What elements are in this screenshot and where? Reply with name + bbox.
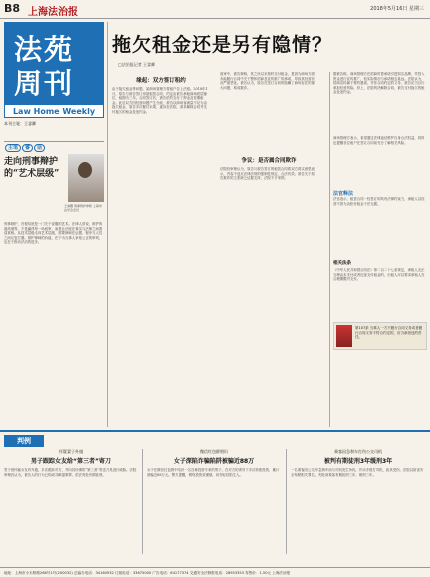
story-headline: 男子跟踪女友给“第三者”寄刀	[31, 458, 111, 465]
case-story-3	[291, 449, 425, 558]
story-body: 女子在微信红包群中结识一名自称投资专家的男子，在对方的诱导下多次转账投资，累计被骗近88万元。警方提醒，网络投资须谨慎，切勿轻信陌生人。	[147, 468, 280, 477]
column-divider	[107, 22, 108, 427]
page-header	[0, 0, 430, 19]
article-subhead-1: 缘起：双方签订租约	[136, 78, 186, 84]
right-column	[333, 72, 427, 350]
left-column	[4, 22, 104, 430]
book-cover-icon	[336, 325, 352, 347]
newspaper-logo: 上海法治报	[28, 7, 78, 18]
article-subhead-2: 争议：是否属合同欺诈	[241, 158, 297, 164]
weekly-brand-block	[4, 22, 104, 118]
column-tag-badge: 睿	[22, 144, 33, 152]
editor-column	[4, 141, 104, 444]
column-body: 刑事辩护，归根结底是一门关于说服的艺术。法律人常说，辩护的最高境界，不是赢得每一场庭审，而是让法庭在事实与法律之间看清真相。从技术层级走向艺术层级，需要律师在证据、程序与人性之间反复打磨。辩护律师的价值，在于为当事人争取公正的审判，也在于推动法治的进步。	[4, 222, 103, 245]
editor-credit: 本刊主笔：王睿卿	[4, 121, 36, 126]
article-text-1: 由于拖欠租金等问题，某商场管理方将租户告上法庭。2018年1月，原告与被告签订房屋租赁合同，约定由被告承租商场底层铺位，租期为三年。合同签订后，被告依约支付了押金及首期租金。此后双方因经营问题产生分歧，被告以商场客流量不足为由拖欠租金，原告多次催讨未果，遂诉至法院，请求解除合同并支付拖欠的租金及违约金。	[112, 87, 208, 114]
issue-date: 2018年5月16日 星期三	[370, 6, 424, 12]
law-book-text: 第107条 当事人一方不履行合同义务或者履行合同义务不符合约定的，应当承担违约责任。	[355, 326, 423, 340]
brand-line-1: 法苑	[14, 33, 75, 66]
law-box-title: 相关法条	[333, 261, 351, 266]
story-headline: 女子深陷诈骗陷阱被骗近88万	[173, 458, 255, 465]
story-body: 男子因怀疑女友有外遇，多次跟踪对方，并向其所谓的“第三者”寄送刀具进行威胁。法院审理后认为，被告人的行为已构成寻衅滋事罪，依法判处有期徒刑。	[4, 468, 137, 477]
article-col-1	[112, 72, 210, 427]
column-divider	[329, 72, 330, 427]
column-divider	[286, 449, 287, 554]
column-title: 走向刑事辩护的“艺术层级”	[4, 157, 60, 179]
story-body: 一名乘客因公交车急刹车而与司机发生争执，并动手殴打司机，致其受伤。法院以妨害安全驾驶相关罪名，判处该乘客有期徒刑三年，缓刑三年。	[291, 468, 424, 477]
story-pretitle: 怀疑妻子外遇	[59, 449, 83, 454]
article-text-2b: 法院经审理认为，原告与被告签订的租赁合同系双方真实意思表示，内容不违反法律法规的强制性规定，合法有效。被告关于原告欺诈的主张缺乏证据支持，法院不予采纳。	[220, 167, 315, 181]
story-headline: 被判有期徒刑3年缓刑3年	[323, 458, 393, 465]
law-box-text: 《中华人民共和国合同法》第二百二十七条规定，承租人无正当理由未支付或者迟延支付租金的，出租人可以要求承租人在合理期限内支付。	[333, 268, 425, 282]
brand-english: Law Home Weekly	[4, 104, 104, 118]
article-text-2: 庭审中，被告辩称，其之所以未按时支付租金，是因为商场方面未能履行合同中关于整体招商及宣传推广的承诺，导致其经营状况严重恶化。被告认为，原告在签订合同时隐瞒了商场存在的重大问题，构成欺诈。	[220, 72, 315, 90]
article-col-2	[220, 72, 318, 417]
case-story-1	[4, 449, 138, 558]
column-tag: 主笔 睿 话	[4, 144, 104, 151]
page-footer: 地址：上海市小木桥路268号1号(200032) 总编办电话：34160932 订阅电话：33675000 广告电话：64177374 交通安全法制报电话：28953353 零售价：1.50元 上海法治报	[0, 567, 430, 577]
page-number: B8	[4, 2, 21, 15]
right-intro-text: 商场管理方表示，希望通过法律途径维护自身合法权益，同时也提醒各位租户在签订合同前充分了解相关风险。	[333, 136, 425, 145]
story-pretitle: 微信红包群相识	[200, 449, 228, 454]
article-title: 拖欠租金还是另有隐情？	[112, 34, 333, 56]
law-book-box	[333, 322, 427, 350]
author-photo	[68, 154, 104, 202]
case-story-2	[147, 449, 281, 558]
judge-section-label: 法官释法	[333, 191, 354, 197]
case-section	[0, 430, 430, 568]
case-section-band: 判例	[4, 435, 44, 447]
story-pretitle: 乘客因急刹车打伤公交司机	[334, 449, 382, 454]
column-divider	[142, 449, 143, 554]
article-byline: □法治报记者 王睿卿	[118, 62, 156, 67]
photo-caption: 王睿卿 刑事辩护律师 上海市法学会会员	[64, 204, 102, 212]
judge-text: 法官表示，租赁合同一经签订即具有法律约束力，承租人以经营不善为由拒付租金于法无据。	[333, 197, 425, 206]
brand-line-2: 周刊	[14, 67, 75, 100]
article-text-3: 据被告称，商场管理方在招商时曾承诺引进知名品牌，并投入资金进行宣传推广，但实际情况与承诺相去甚远。法院认为，招商宣传属于要约邀请，并非合同约定的义务，被告应当自行承担经营风险。综上，法院判决解除合同，被告支付拖欠的租金及违约金。	[333, 72, 425, 95]
